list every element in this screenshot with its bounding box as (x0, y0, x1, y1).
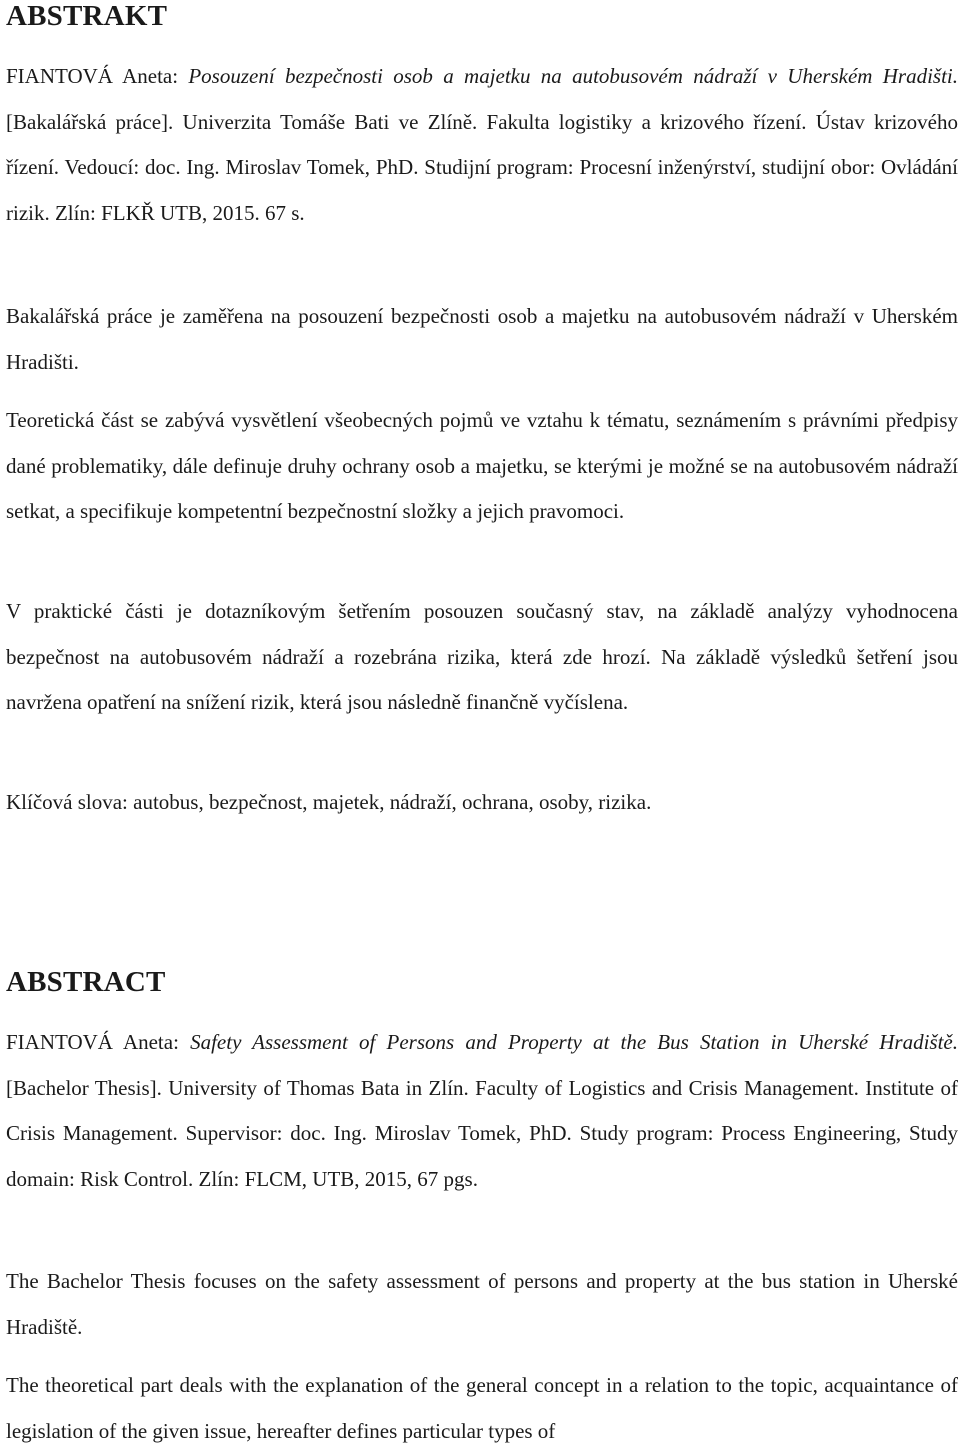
en-paragraph-1: The Bachelor Thesis focuses on the safety assessment of persons and property at the bus station in Uherské Hradiště. (6, 1269, 958, 1339)
cz-keywords: Klíčová slova: autobus, bezpečnost, majetek, nádraží, ochrana, osoby, rizika. (6, 790, 652, 814)
abstrakt-heading: ABSTRAKT (6, 0, 168, 32)
en-paragraph-2: The theoretical part deals with the explanation of the general concept in a relation to the topic, acquaintance of legislation of the given issue, hereafter defines particular types of (6, 1373, 958, 1443)
abstract-heading: ABSTRACT (6, 966, 166, 998)
cz-paragraph-2: Teoretická část se zabývá vysvětlení všeobecných pojmů ve vztahu k tématu, seznámením s právními předpisy dané problematiky, dále definuje druhy ochrany osob a majetku, se kterými je možné se na autobusovém nádraží setkat, a specifikuje kompetentní bezpečnostní složky a jejich pravomoci. (6, 408, 958, 523)
en-citation-rest: [Bachelor Thesis]. University of Thomas Bata in Zlín. Faculty of Logistics and Crisis Management. Institute of Crisis Management. Supervisor: doc. Ing. Miroslav Tomek, PhD. Study program: Process Engineering, Study domain: Risk Control. Zlín: FLCM, UTB, 2015, 67 pgs. (6, 1075, 958, 1191)
en-citation-title: Safety Assessment of Persons and Property at the Bus Station in Uherské Hradiště. (190, 1030, 959, 1054)
en-citation-author: FIANTOVÁ Aneta: (6, 1030, 191, 1054)
en-citation (6, 1020, 958, 1202)
cz-citation-author: FIANTOVÁ Aneta: (6, 64, 189, 88)
cz-paragraph-3: V praktické části je dotazníkovým šetřením posouzen současný stav, na základě analýzy vyhodnocena bezpečnost na autobusovém nádraží a rozebrána rizika, která zde hrozí. Na základě výsledků šetření jsou navržena opatření na snížení rizik, která jsou následně finančně vyčíslena. (6, 599, 958, 714)
cz-citation (6, 54, 958, 236)
cz-citation-rest: [Bakalářská práce]. Univerzita Tomáše Bati ve Zlíně. Fakulta logistiky a krizového řízení. Ústav krizového řízení. Vedoucí: doc. Ing. Miroslav Tomek, PhD. Studijní program: Procesní inženýrství, studijní obor: Ovládání rizik. Zlín: FLKŘ UTB, 2015. 67 s. (6, 109, 958, 225)
cz-paragraph-1: Bakalářská práce je zaměřena na posouzení bezpečnosti osob a majetku na autobusovém nádraží v Uherském Hradišti. (6, 304, 958, 374)
cz-citation-title: Posouzení bezpečnosti osob a majetku na autobusovém nádraží v Uherském Hradišti. (188, 64, 958, 88)
